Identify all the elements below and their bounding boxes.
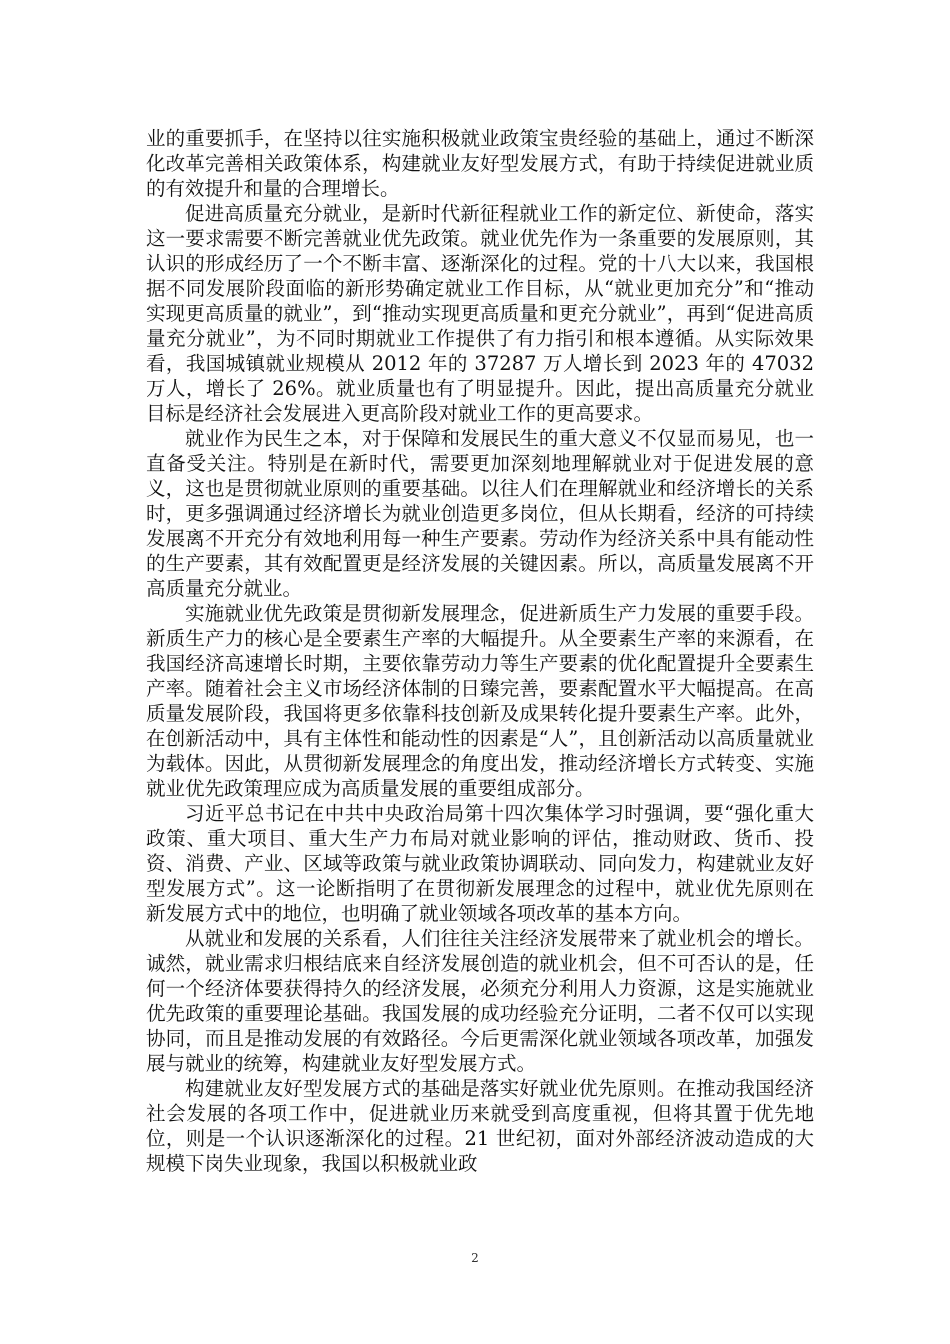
paragraph-2: 促进高质量充分就业，是新时代新征程就业工作的新定位、新使命，落实这一要求需要不断完善就业优先政策。就业优先作为一条重要的发展原则，其认识的形成经历了一个不断丰富、逐渐深化的过程。党的十八大以来，我国根据不同发展阶段面临的新形势确定就业工作目标，从“就业更加充分”和“推动实现更高质量的就业”，到“推动实现更高质量和更充分就业”，再到“促进高质量充分就业”，为不同时期就业工作提供了有力指引和根本遵循。从实际效果看，我国城镇就业规模从 2012 年的 37287 万人增长到 2023 年的 47032 万人，增长了 26%。就业质量也有了明显提升。因此，提出高质量充分就业目标是经济社会发展进入更高阶段对就业工作的更高要求。 [146, 202, 814, 425]
paragraph-7: 构建就业友好型发展方式的基础是落实好就业优先原则。在推动我国经济社会发展的各项工作中，促进就业历来就受到高度重视，但将其置于优先地位，则是一个认识逐渐深化的过程。21 世纪初，面对外部经济波动造成的大规模下岗失业现象，我国以积极就业政 [146, 1077, 814, 1175]
page-number: 2 [471, 1251, 479, 1265]
paragraph-6: 从就业和发展的关系看，人们往往关注经济发展带来了就业机会的增长。诚然，就业需求归根结底来自经济发展创造的就业机会，但不可否认的是，任何一个经济体要获得持久的经济发展，必须充分利用人力资源，这是实施就业优先政策的重要理论基础。我国发展的成功经验充分证明，二者不仅可以实现协同，而且是推动发展的有效路径。今后更需深化就业领域各项改革，加强发展与就业的统筹，构建就业友好型发展方式。 [146, 927, 814, 1075]
paragraph-5: 习近平总书记在中共中央政治局第十四次集体学习时强调，要“强化重大政策、重大项目、重大生产力布局对就业影响的评估，推动财政、货币、投资、消费、产业、区域等政策与就业政策协调联动、同向发力，构建就业友好型发展方式”。这一论断指明了在贯彻新发展理念的过程中，就业优先原则在新发展方式中的地位，也明确了就业领域各项改革的基本方向。 [146, 802, 814, 925]
article-body [146, 126, 814, 1176]
paragraph-1: 业的重要抓手，在坚持以往实施积极就业政策宝贵经验的基础上，通过不断深化改革完善相关政策体系，构建就业友好型发展方式，有助于持续促进就业质的有效提升和量的合理增长。 [146, 127, 814, 200]
paragraph-3: 就业作为民生之本，对于保障和发展民生的重大意义不仅显而易见，也一直备受关注。特别是在新时代，需要更加深刻地理解就业对于促进发展的意义，这也是贯彻就业原则的重要基础。以往人们在理解就业和经济增长的关系时，更多强调通过经济增长为就业创造更多岗位，但从长期看，经济的可持续发展离不开充分有效地利用每一种生产要素。劳动作为经济关系中具有能动性的生产要素，其有效配置更是经济发展的关键因素。所以，高质量发展离不开高质量充分就业。 [146, 427, 814, 600]
paragraph-4: 实施就业优先政策是贯彻新发展理念，促进新质生产力发展的重要手段。新质生产力的核心是全要素生产率的大幅提升。从全要素生产率的来源看，在我国经济高速增长时期，主要依靠劳动力等生产要素的优化配置提升全要素生产率。随着社会主义市场经济体制的日臻完善，要素配置水平大幅提高。在高质量发展阶段，我国将更多依靠科技创新及成果转化提升要素生产率。此外，在创新活动中，具有主体性和能动性的因素是“人”，且创新活动以高质量就业为载体。因此，从贯彻新发展理念的角度出发，推动经济增长方式转变、实施就业优先政策理应成为高质量发展的重要组成部分。 [146, 602, 814, 800]
